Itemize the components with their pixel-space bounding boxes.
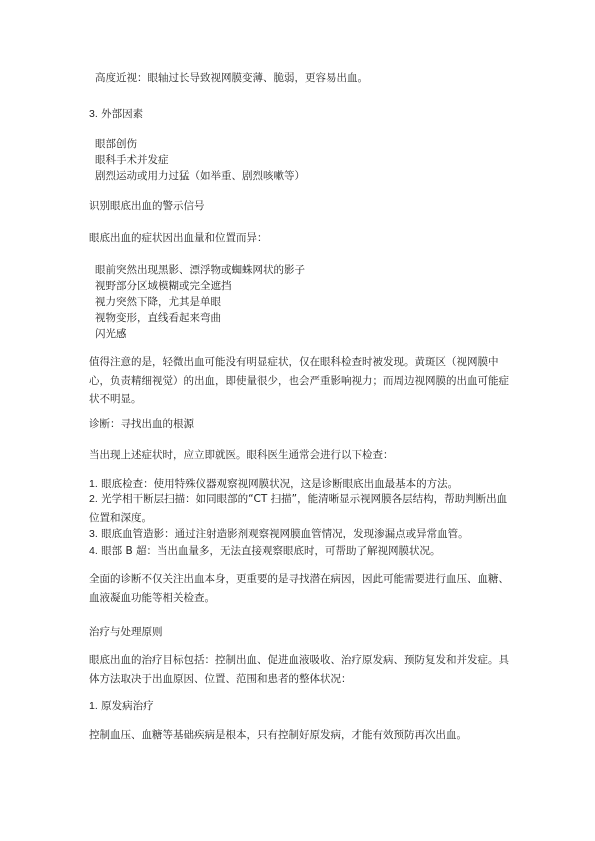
item-text: 眼底血管造影：通过注射造影剂观察视网膜血管情况，发现渗漏点或异常血管。 <box>101 528 469 540</box>
item-number: 3. <box>89 528 98 540</box>
list-item: 眼前突然出现黑影、漂浮物或蜘蛛网状的影子 <box>95 264 305 276</box>
external-heading-num: 3. <box>89 108 98 120</box>
diagnosis-summary: 全面的诊断不仅关注出血本身，更重要的是寻找潜在病因，因此可能需要进行血压、血糖、血液凝血功能等相关检查。 <box>89 573 509 604</box>
external-heading-text: 外部因素 <box>101 108 144 120</box>
list-item: 视野部分区域模糊或完全遮挡 <box>95 280 232 292</box>
warning-note: 值得注意的是，轻微出血可能没有明显症状，仅在眼科检查时被发现。黄斑区（视网膜中心，负责精细视觉）的出血，即使量很少，也会严重影响视力；而周边视网膜的出血可能症状不明显。 <box>89 356 509 405</box>
numbered-item <box>89 528 469 540</box>
list-item: 剧烈运动或用力过猛（如举重、剧烈咳嗽等） <box>95 170 305 182</box>
treatment-subheading <box>89 700 154 712</box>
item-text: 眼底检查：使用特殊仪器观察视网膜状况，这是诊断眼底出血最基本的方法。 <box>101 478 459 490</box>
item-number: 2. <box>89 493 98 505</box>
item-text: 眼部 B 超：当出血量多，无法直接观察眼底时，可帮助了解视网膜状况。 <box>101 545 441 557</box>
subheading-num: 1. <box>89 700 98 712</box>
list-item: 视物变形，直线看起来弯曲 <box>95 312 221 324</box>
list-item: 眼科手术并发症 <box>95 154 169 166</box>
warning-title: 识别眼底出血的警示信号 <box>89 200 205 212</box>
list-item: 闪光感 <box>95 328 127 340</box>
item-number: 4. <box>89 545 98 557</box>
treatment-body: 控制血压、血糖等基础疾病是根本，只有控制好原发病，才能有效预防再次出血。 <box>89 729 467 741</box>
numbered-item <box>89 490 514 527</box>
item-number: 1. <box>89 478 98 490</box>
subheading-text: 原发病治疗 <box>101 700 154 712</box>
list-item: 视力突然下降，尤其是单眼 <box>95 296 221 308</box>
numbered-item <box>89 478 458 490</box>
numbered-item <box>89 545 441 557</box>
diagnosis-lead: 当出现上述症状时，应立即就医。眼科医生通常会进行以下检查： <box>89 449 394 461</box>
treatment-lead: 眼底出血的治疗目标包括：控制出血、促进血液吸收、治疗原发病、预防复发和并发症。具体方法取决于出血原因、位置、范围和患者的整体状况： <box>89 654 509 685</box>
warning-lead: 眼底出血的症状因出血量和位置而异： <box>89 232 268 244</box>
external-heading <box>89 108 143 120</box>
item-text: 光学相干断层扫描：如同眼部的“CT 扫描”，能清晰显示视网膜各层结构，帮助判断出血位置和深度。 <box>89 493 508 524</box>
treatment-title: 治疗与处理原则 <box>89 626 163 638</box>
diagnosis-title: 诊断：寻找出血的根源 <box>89 418 194 430</box>
list-item: 眼部创伤 <box>95 138 137 150</box>
intro-line: 高度近视：眼轴过长导致视网膜变薄、脆弱，更容易出血。 <box>95 72 368 84</box>
